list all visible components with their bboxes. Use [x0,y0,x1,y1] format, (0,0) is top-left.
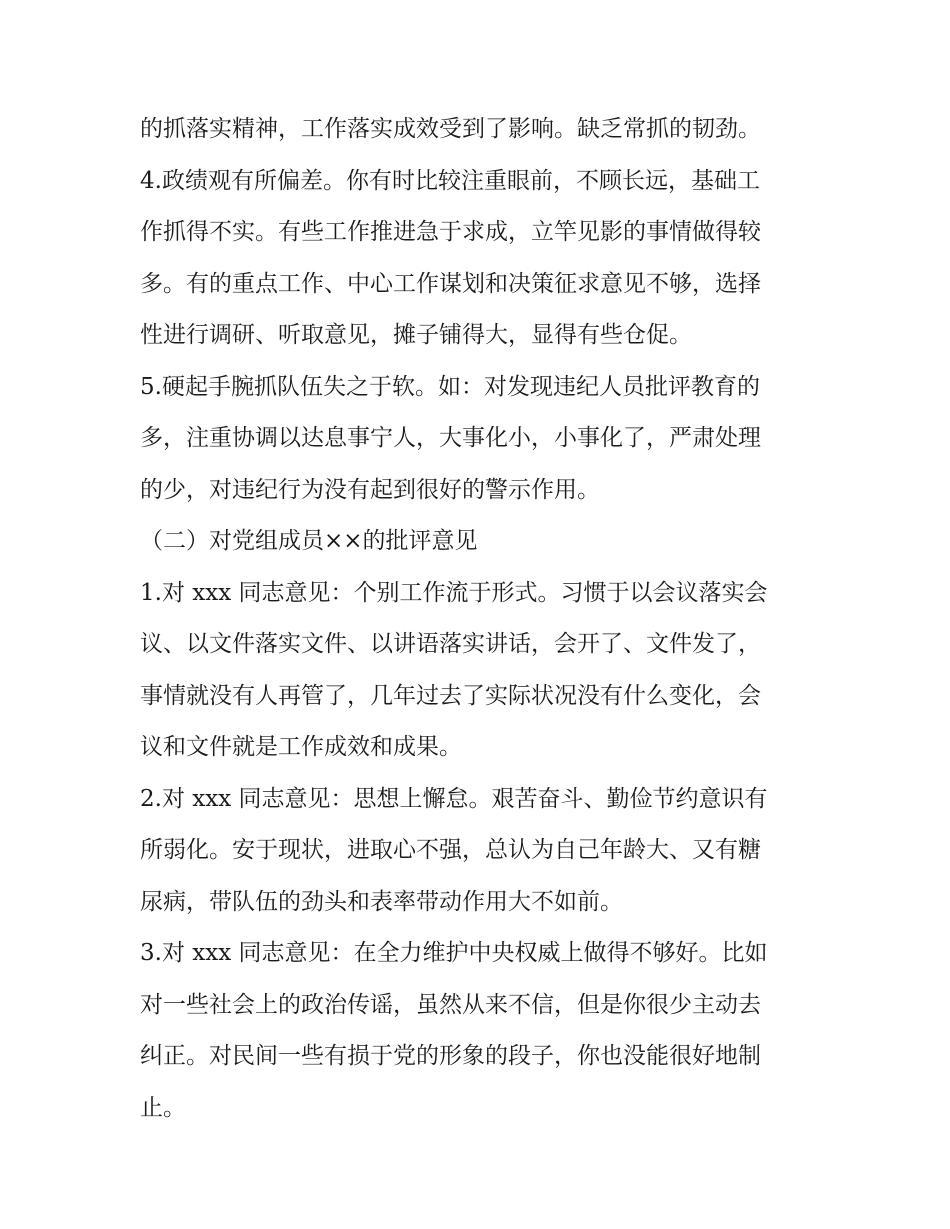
text-line: 所弱化。安于现状，进取心不强，总认为自己年龄大、又有糖 [140,837,761,863]
text-line: 纠正。对民间一些有损于党的形象的段子，你也没能很好地制 [140,1043,761,1069]
text-line: 的抓落实精神，工作落实成效受到了影响。缺乏常抓的韧劲。 [140,116,761,142]
text-line: 性进行调研、听取意见，摊子铺得大，显得有些仓促。 [140,322,692,348]
text-line: 对一些社会上的政治传谣，虽然从来不信，但是你很少主动去 [140,991,761,1018]
text-line: 1.对 xxx 同志意见：个别工作流于形式。习惯于以会议落实会 [140,579,768,606]
text-line: 议和文件就是工作成效和成果。 [140,734,462,760]
text-line: 尿病，带队伍的劲头和表率带动作用大不如前。 [140,888,623,915]
text-line: 议、以文件落实文件、以讲语落实讲话，会开了、文件发了， [140,631,761,657]
document-page [140,104,820,1134]
text-line: 3.对 xxx 同志意见：在全力维护中央权威上做得不够好。比如 [140,940,768,966]
text-line: 5.硬起手腕抓队伍失之于软。如：对发现违纪人员批评教育的 [140,373,760,400]
text-line: 多，注重协调以达息事宁人，大事化小，小事化了，严肃处理 [140,425,761,451]
text-line: 4.政绩观有所偏差。你有时比较注重眼前，不顾长远，基础工 [140,167,760,194]
text-line: 事情就没有人再管了，几年过去了实际状况没有什么变化，会 [140,682,761,709]
text-line: 止。 [140,1094,186,1121]
text-line: 2.对 xxx 同志意见：思想上懈怠。艰苦奋斗、勤俭节约意识有 [140,785,768,812]
text-line: 的少，对违纪行为没有起到很好的警示作用。 [140,476,600,503]
section-heading: （二）对党组成员××的批评意见 [140,528,478,554]
text-line: 多。有的重点工作、中心工作谋划和决策征求意见不够，选择 [140,270,761,297]
text-line: 作抓得不实。有些工作推进急于求成，立竿见影的事情做得较 [140,219,761,245]
